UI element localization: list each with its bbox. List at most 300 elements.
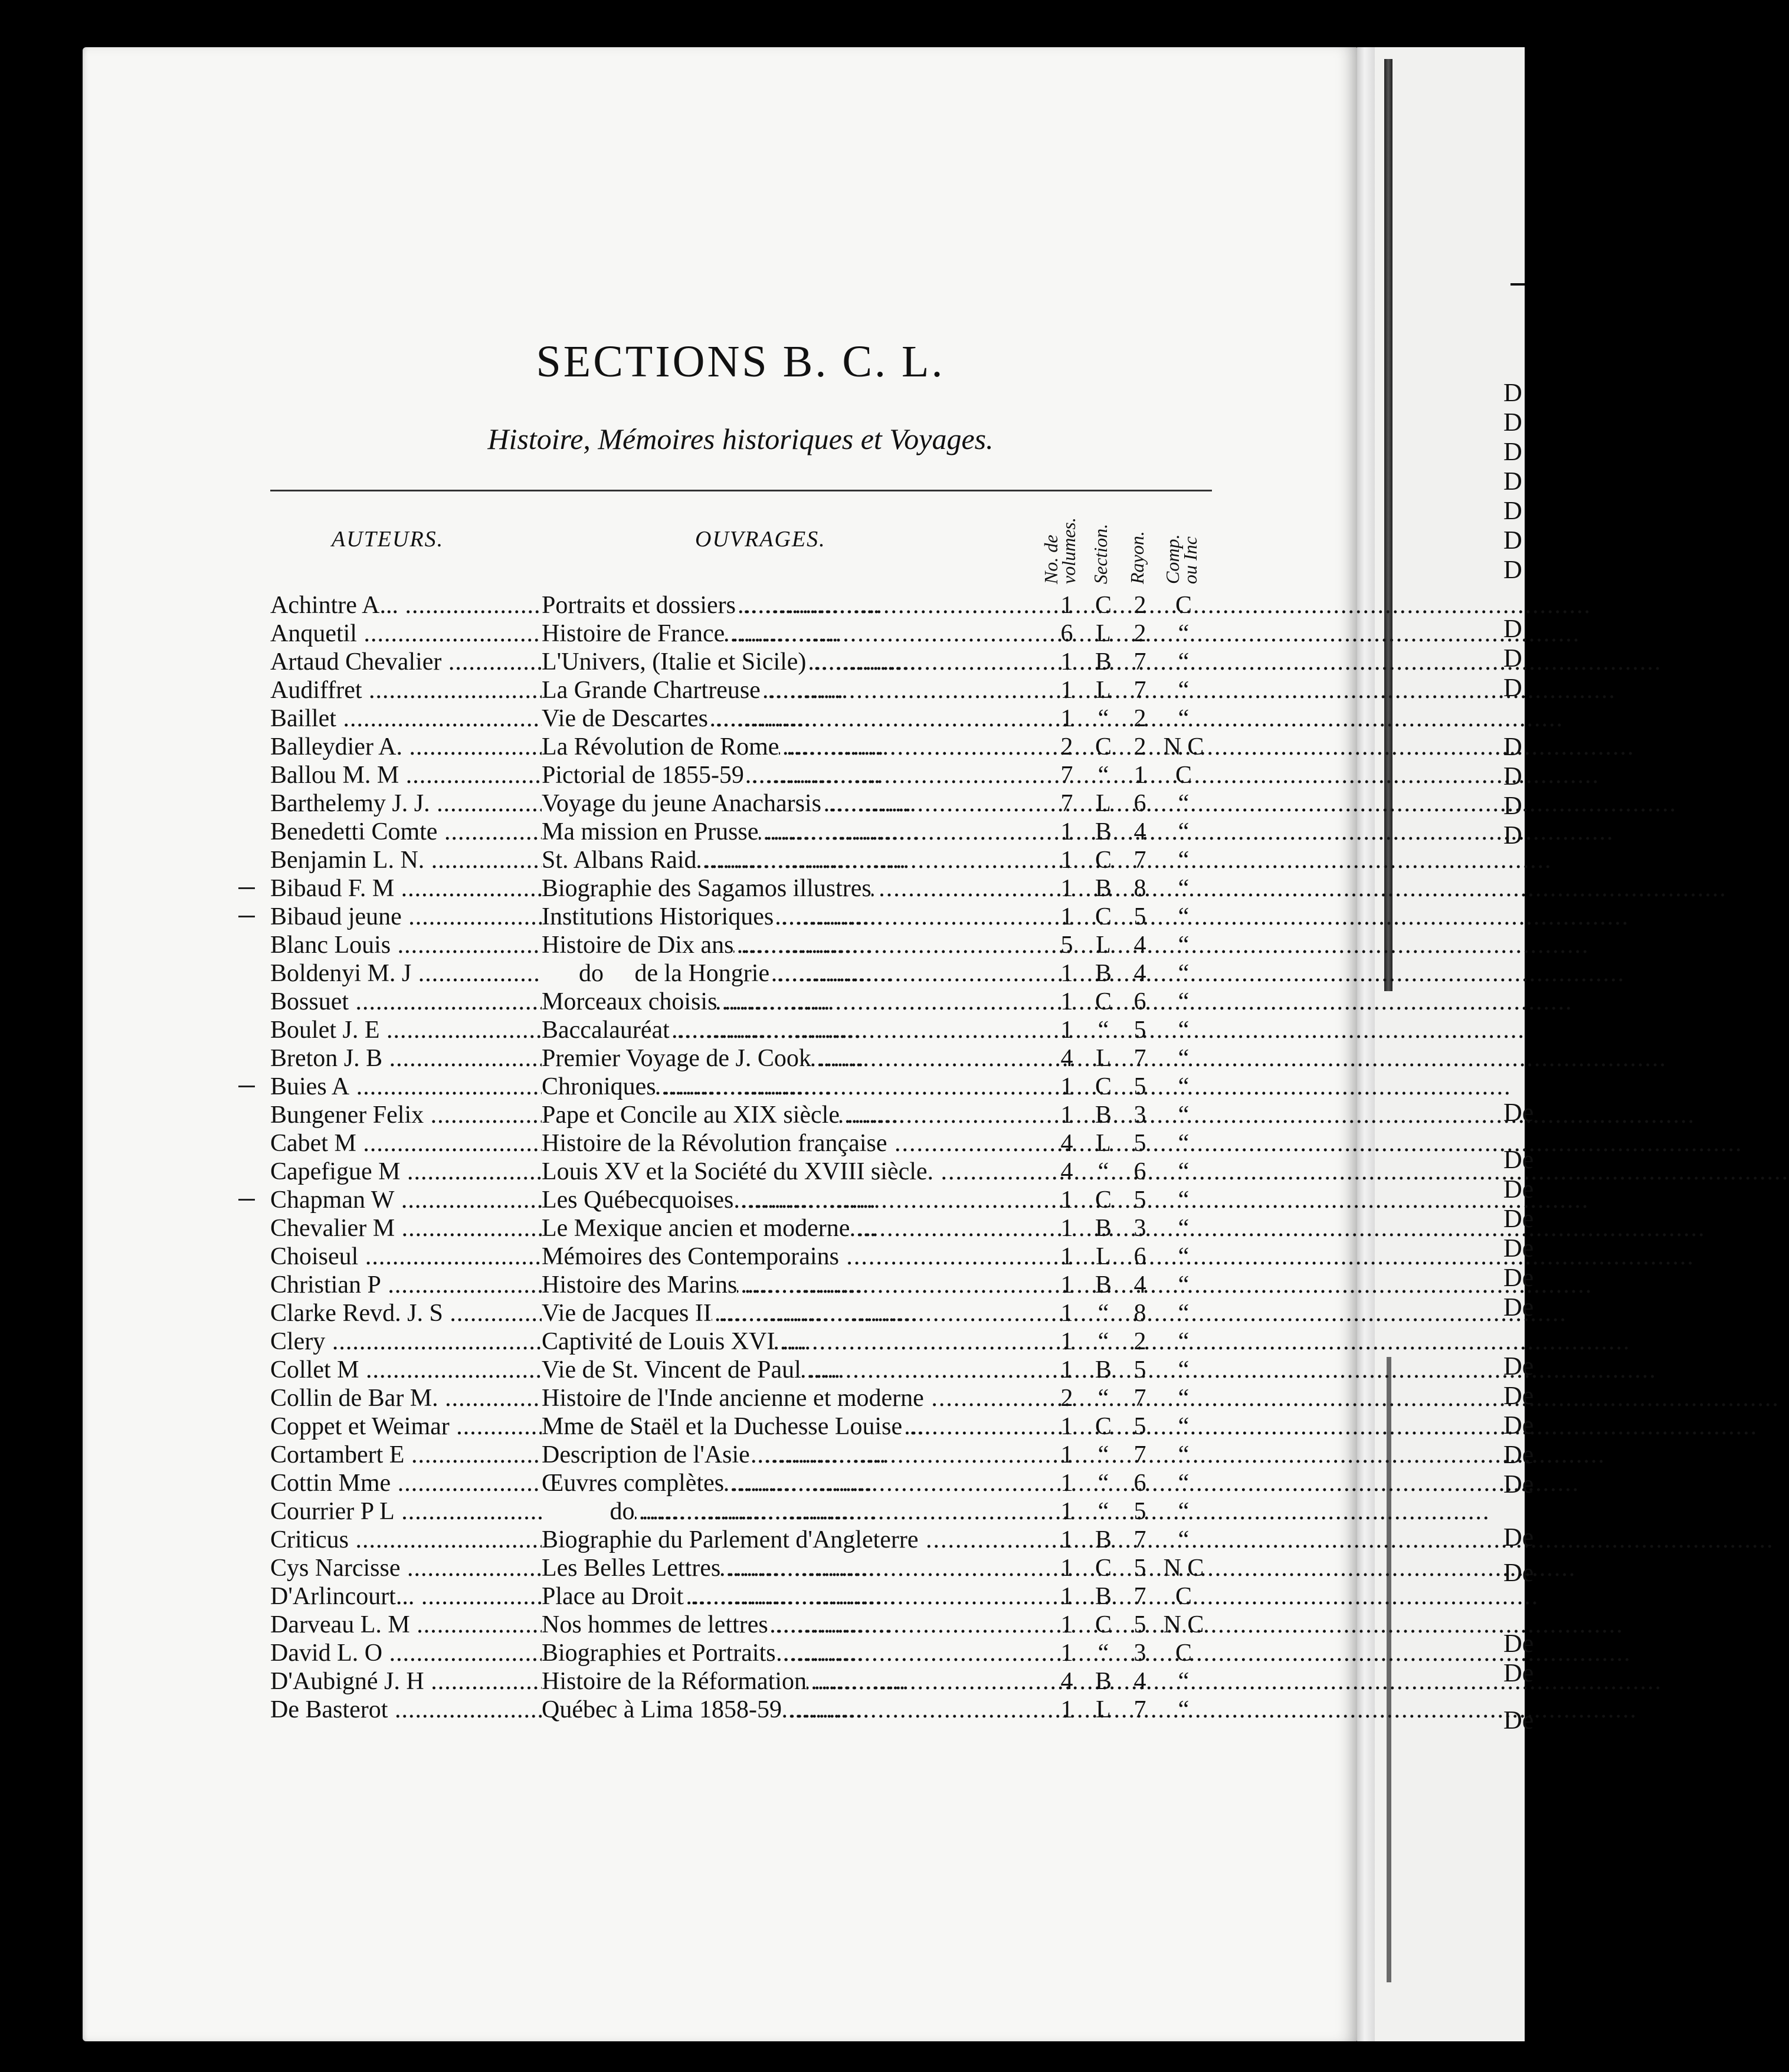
row-comp: “ — [1178, 1017, 1190, 1044]
row-rayon: 5 — [1133, 903, 1146, 930]
row-work — [542, 1441, 1044, 1469]
row-rayon: 7 — [1133, 1045, 1146, 1072]
row-work-text: Description de l'Asie — [542, 1441, 750, 1468]
row-section: B — [1095, 1583, 1112, 1610]
row-comp: “ — [1178, 818, 1190, 845]
facing-page-letter: D — [1503, 614, 1522, 643]
facing-page-letter: De — [1503, 1263, 1534, 1292]
row-author: Boldenyi M. J ..... — [270, 959, 542, 988]
catalogue-row — [0, 931, 1357, 959]
facing-page-letter: D — [1503, 408, 1522, 437]
row-volumes: 1 — [1060, 1696, 1073, 1723]
catalogue-row — [0, 1073, 1357, 1101]
row-volumes: 1 — [1060, 818, 1073, 845]
row-rayon: 8 — [1133, 1300, 1146, 1327]
row-volumes: 1 — [1060, 1583, 1073, 1610]
row-section: “ — [1097, 1441, 1109, 1468]
row-section: B — [1095, 875, 1112, 902]
row-section: L — [1096, 1045, 1111, 1072]
row-rayon: 7 — [1133, 1385, 1146, 1412]
row-comp: C — [1175, 1640, 1192, 1667]
row-work-text: La Révolution de Rome — [542, 733, 779, 760]
row-work-text: Chroniques — [542, 1073, 656, 1100]
row-volumes: 1 — [1060, 988, 1073, 1015]
row-work-text: Le Mexique ancien et moderne — [542, 1215, 850, 1242]
row-author: Breton J. B ..... — [270, 1044, 542, 1073]
row-rayon: 7 — [1133, 1526, 1146, 1553]
row-comp: “ — [1178, 1328, 1190, 1355]
row-section: B — [1095, 1215, 1112, 1242]
row-comp: “ — [1178, 875, 1190, 902]
header-rule — [270, 490, 1212, 491]
facing-page-letter: De — [1503, 1706, 1534, 1735]
row-comp: “ — [1178, 648, 1190, 676]
row-rayon: 6 — [1133, 988, 1146, 1015]
row-work — [542, 1639, 1044, 1667]
row-author: Clarke Revd. J. S ..... — [270, 1299, 542, 1327]
row-work-text: Louis XV et la Société du XVIII siècle. — [542, 1158, 934, 1185]
row-author: Buies A ..... — [270, 1073, 542, 1101]
row-work — [542, 1186, 1044, 1214]
row-author: Bibaud F. M ..... — [270, 874, 542, 903]
facing-page-letter: De — [1503, 1629, 1534, 1658]
row-work-text: Les Québecquoises — [542, 1186, 734, 1214]
row-section: B — [1095, 1668, 1112, 1695]
row-comp: C — [1175, 1583, 1192, 1610]
margin-mark — [238, 1199, 255, 1201]
row-work — [542, 619, 1044, 648]
row-work-text: Pictorial de 1855-59 — [542, 762, 744, 789]
row-work — [542, 1497, 1044, 1526]
row-comp: “ — [1178, 1668, 1190, 1695]
row-author: Coppet et Weimar ..... — [270, 1412, 542, 1441]
row-volumes: 7 — [1060, 790, 1073, 817]
row-author: Ballou M. M ..... — [270, 761, 542, 789]
facing-page-letter: De — [1503, 1145, 1534, 1174]
row-volumes: 7 — [1060, 762, 1073, 789]
catalogue-row — [0, 1044, 1357, 1073]
row-comp: “ — [1178, 1158, 1190, 1185]
row-work — [542, 874, 1044, 903]
column-header-works: OUVRAGES. — [695, 527, 826, 552]
row-comp: “ — [1178, 1470, 1190, 1497]
row-section: “ — [1097, 1300, 1109, 1327]
row-work-text: Vie de St. Vincent de Paul — [542, 1356, 801, 1383]
row-comp: “ — [1178, 1498, 1190, 1525]
row-volumes: 1 — [1060, 1526, 1073, 1553]
row-work-text: Histoire de Dix ans — [542, 932, 734, 959]
row-section: C — [1095, 1413, 1112, 1440]
row-comp: “ — [1178, 1186, 1190, 1214]
row-volumes: 1 — [1060, 1441, 1073, 1468]
row-section: L — [1096, 677, 1111, 704]
row-author: David L. O ..... — [270, 1639, 542, 1667]
row-author: Capefigue M ..... — [270, 1158, 542, 1186]
row-work — [542, 1299, 1044, 1327]
row-author: Baillet ..... — [270, 704, 542, 733]
row-volumes: 1 — [1060, 1611, 1073, 1638]
row-work-text: Œuvres complètes — [542, 1470, 725, 1497]
row-author: Collin de Bar M. ..... — [270, 1384, 542, 1412]
row-section: L — [1096, 1130, 1111, 1157]
row-work-text: Pape et Concile au XIX siècle — [542, 1101, 840, 1129]
catalogue-row — [0, 903, 1357, 931]
row-work-text: Mémoires des Contemporains — [542, 1243, 839, 1270]
catalogue-row — [0, 789, 1357, 818]
row-rayon: 3 — [1133, 1640, 1146, 1667]
row-comp: “ — [1178, 847, 1190, 874]
row-volumes: 4 — [1060, 1045, 1073, 1072]
facing-page-letter: De — [1503, 1523, 1534, 1552]
row-section: B — [1095, 1526, 1112, 1553]
row-work — [542, 1611, 1044, 1639]
row-work — [542, 1242, 1044, 1271]
row-author: Courrier P L ..... — [270, 1497, 542, 1526]
row-rayon: 7 — [1133, 1696, 1146, 1723]
catalogue-row — [0, 1158, 1357, 1186]
row-section: B — [1095, 960, 1112, 987]
row-section: C — [1095, 592, 1112, 619]
row-rayon: 7 — [1133, 677, 1146, 704]
catalogue-row — [0, 1101, 1357, 1129]
row-rayon: 1 — [1133, 762, 1146, 789]
row-work-text: Voyage du jeune Anacharsis — [542, 790, 821, 817]
row-rayon: 5 — [1133, 1017, 1146, 1044]
facing-page-letter: D — [1503, 821, 1522, 850]
row-work — [542, 1469, 1044, 1497]
row-rayon: 5 — [1133, 1555, 1146, 1582]
row-comp: C — [1175, 592, 1192, 619]
facing-page-letter: D — [1503, 791, 1522, 820]
row-author: Cys Narcisse ..... — [270, 1554, 542, 1582]
row-author: De Basterot ..... — [270, 1696, 542, 1724]
row-work — [542, 1696, 1044, 1724]
row-work — [542, 789, 1044, 818]
catalogue-row — [0, 1384, 1357, 1412]
facing-page-letter: De — [1503, 1175, 1534, 1204]
row-work-text: L'Univers, (Italie et Sicile) — [542, 648, 807, 676]
row-volumes: 1 — [1060, 1640, 1073, 1667]
row-rayon: 5 — [1133, 1073, 1146, 1100]
row-work-text: Portraits et dossiers — [542, 592, 736, 619]
row-rayon: 6 — [1133, 1158, 1146, 1185]
catalogue-row — [0, 1327, 1357, 1356]
row-work — [542, 931, 1044, 959]
row-work-text: Ma mission en Prusse — [542, 818, 759, 845]
row-author: Anquetil ..... — [270, 619, 542, 648]
row-rayon: 7 — [1133, 1583, 1146, 1610]
row-section: “ — [1097, 1640, 1109, 1667]
facing-page-letter: De — [1503, 1558, 1534, 1587]
row-volumes: 4 — [1060, 1158, 1073, 1185]
facing-page-letter: D — [1503, 467, 1522, 496]
row-author: Clery ..... — [270, 1327, 542, 1356]
row-rayon: 6 — [1133, 1470, 1146, 1497]
row-author: Chevalier M ..... — [270, 1214, 542, 1242]
row-comp: “ — [1178, 1385, 1190, 1412]
row-comp: N C — [1163, 733, 1204, 760]
row-comp: “ — [1178, 932, 1190, 959]
row-volumes: 6 — [1060, 620, 1073, 647]
row-work — [542, 1526, 1044, 1554]
catalogue-row — [0, 1696, 1357, 1724]
row-rayon: 2 — [1133, 733, 1146, 760]
row-comp: “ — [1178, 620, 1190, 647]
row-volumes: 1 — [1060, 705, 1073, 732]
row-author: Benjamin L. N. ..... — [270, 846, 542, 874]
row-section: “ — [1097, 1470, 1109, 1497]
row-volumes: 1 — [1060, 1328, 1073, 1355]
row-author: Bungener Felix ..... — [270, 1101, 542, 1129]
row-comp: “ — [1178, 903, 1190, 930]
row-section: “ — [1097, 1328, 1109, 1355]
row-volumes: 1 — [1060, 1215, 1073, 1242]
row-comp: “ — [1178, 1526, 1190, 1553]
catalogue-row — [0, 988, 1357, 1016]
facing-page-letter: D — [1503, 496, 1522, 525]
row-author: Boulet J. E ..... — [270, 1016, 542, 1044]
row-work-text: St. Albans Raid — [542, 847, 697, 874]
facing-page-dash — [1511, 283, 1525, 286]
row-work — [542, 1582, 1044, 1611]
facing-page-letter: D — [1503, 644, 1522, 673]
facing-page-letter: D — [1503, 526, 1522, 555]
catalogue-row — [0, 818, 1357, 846]
row-work-text: Captivité de Louis XVI — [542, 1328, 775, 1355]
row-volumes: 2 — [1060, 1385, 1073, 1412]
row-rayon: 5 — [1133, 1413, 1146, 1440]
page-subtitle: Histoire, Mémoires historiques et Voyages. — [487, 422, 994, 455]
row-rayon: 3 — [1133, 1215, 1146, 1242]
catalogue-row — [0, 733, 1357, 761]
catalogue-row — [0, 846, 1357, 874]
row-rayon: 2 — [1133, 705, 1146, 732]
row-section: L — [1096, 1696, 1111, 1723]
catalogue-row — [0, 1356, 1357, 1384]
row-section: C — [1095, 847, 1112, 874]
catalogue-row — [0, 1639, 1357, 1667]
row-work-text: Histoire de la Révolution française — [542, 1130, 887, 1157]
row-work — [542, 988, 1044, 1016]
catalogue-list — [0, 591, 1357, 1724]
facing-page-letter: De — [1503, 1293, 1534, 1322]
row-work-text: Histoire de la Réformation — [542, 1668, 807, 1695]
row-work-text: Histoire de France — [542, 620, 725, 647]
row-comp: “ — [1178, 960, 1190, 987]
row-rayon: 4 — [1133, 1668, 1146, 1695]
facing-page-letter: De — [1503, 1204, 1534, 1233]
row-work — [542, 1016, 1044, 1044]
row-work — [542, 761, 1044, 789]
row-work-text: do — [542, 1498, 635, 1525]
row-author: Balleydier A. ..... — [270, 733, 542, 761]
facing-page-letter: De — [1503, 1234, 1534, 1263]
row-section: B — [1095, 648, 1112, 676]
row-rayon: 4 — [1133, 818, 1146, 845]
row-comp: “ — [1178, 1696, 1190, 1723]
facing-page-letter: D — [1503, 732, 1522, 761]
row-comp: “ — [1178, 677, 1190, 704]
catalogue-row — [0, 761, 1357, 789]
catalogue-row — [0, 959, 1357, 988]
row-volumes: 4 — [1060, 1130, 1073, 1157]
row-volumes: 1 — [1060, 1101, 1073, 1129]
row-comp: “ — [1178, 1215, 1190, 1242]
row-author: Darveau L. M ..... — [270, 1611, 542, 1639]
row-author: Barthelemy J. J. ..... — [270, 789, 542, 818]
row-work-text: Biographies et Portraits — [542, 1640, 776, 1667]
facing-page-letter: De — [1503, 1352, 1534, 1381]
row-work — [542, 1214, 1044, 1242]
row-section: “ — [1097, 1158, 1109, 1185]
row-section: “ — [1097, 762, 1109, 789]
row-rayon: 7 — [1133, 847, 1146, 874]
column-header-authors: AUTEURS. — [332, 527, 444, 552]
row-rayon: 5 — [1133, 1130, 1146, 1157]
row-work-text: Baccalauréat — [542, 1017, 670, 1044]
margin-mark — [238, 916, 255, 917]
row-author: Cortambert E ..... — [270, 1441, 542, 1469]
row-work — [542, 1356, 1044, 1384]
row-author: Bibaud jeune ..... — [270, 903, 542, 931]
row-work — [542, 1384, 1044, 1412]
row-comp: “ — [1178, 790, 1190, 817]
row-work-text: Les Belles Lettres — [542, 1555, 721, 1582]
row-section: C — [1095, 733, 1112, 760]
row-rayon: 2 — [1133, 620, 1146, 647]
catalogue-row — [0, 1016, 1357, 1044]
row-work — [542, 648, 1044, 676]
row-work-text: Biographie des Sagamos illustres — [542, 875, 871, 902]
row-author: D'Aubigné J. H ..... — [270, 1667, 542, 1696]
catalogue-row — [0, 1412, 1357, 1441]
facing-page-letter: De — [1503, 1411, 1534, 1440]
row-volumes: 2 — [1060, 733, 1073, 760]
catalogue-row — [0, 874, 1357, 903]
catalogue-row — [0, 1554, 1357, 1582]
margin-mark — [238, 1086, 255, 1087]
row-comp: “ — [1178, 1073, 1190, 1100]
row-volumes: 1 — [1060, 1470, 1073, 1497]
row-volumes: 1 — [1060, 648, 1073, 676]
row-volumes: 1 — [1060, 1356, 1073, 1383]
row-comp: C — [1175, 762, 1192, 789]
row-work-text: Premier Voyage de J. Cook — [542, 1045, 811, 1072]
catalogue-row — [0, 591, 1357, 619]
row-work-text: Biographie du Parlement d'Angleterre — [542, 1526, 919, 1553]
row-section: C — [1095, 1555, 1112, 1582]
row-comp: “ — [1178, 1243, 1190, 1270]
column-header-volumes: No. de volumes. — [1040, 517, 1079, 584]
row-volumes: 1 — [1060, 875, 1073, 902]
row-section: “ — [1097, 1017, 1109, 1044]
row-rayon: 2 — [1133, 1328, 1146, 1355]
catalogue-row — [0, 619, 1357, 648]
catalogue-row — [0, 1214, 1357, 1242]
row-work-text: Place au Droit — [542, 1583, 684, 1610]
row-volumes: 1 — [1060, 847, 1073, 874]
row-volumes: 1 — [1060, 960, 1073, 987]
catalogue-row — [0, 1242, 1357, 1271]
row-work — [542, 1554, 1044, 1582]
facing-page-letter: De — [1503, 1658, 1534, 1687]
row-volumes: 1 — [1060, 592, 1073, 619]
row-work-text: Histoire des Marins — [542, 1271, 738, 1299]
facing-page-letter: D — [1503, 555, 1522, 584]
row-author: Artaud Chevalier ..... — [270, 648, 542, 676]
row-work — [542, 1667, 1044, 1696]
row-section: C — [1095, 1611, 1112, 1638]
row-section: L — [1096, 620, 1111, 647]
row-rayon: 5 — [1133, 1498, 1146, 1525]
row-work — [542, 1044, 1044, 1073]
row-author: Bossuet ..... — [270, 988, 542, 1016]
row-author: Christian P ..... — [270, 1271, 542, 1299]
row-section: “ — [1097, 705, 1109, 732]
row-section: C — [1095, 988, 1112, 1015]
row-volumes: 1 — [1060, 677, 1073, 704]
row-comp: “ — [1178, 1413, 1190, 1440]
catalogue-row — [0, 1582, 1357, 1611]
row-work-text: Vie de Jacques II — [542, 1300, 712, 1327]
catalogue-row — [0, 704, 1357, 733]
row-volumes: 1 — [1060, 1498, 1073, 1525]
row-work-text: Vie de Descartes — [542, 705, 709, 732]
row-rayon: 6 — [1133, 1243, 1146, 1270]
row-author: Chapman W ..... — [270, 1186, 542, 1214]
catalogue-row — [0, 1611, 1357, 1639]
catalogue-row — [0, 1441, 1357, 1469]
facing-page-letter: De — [1503, 1098, 1534, 1127]
row-volumes: 4 — [1060, 1668, 1073, 1695]
catalogue-row — [0, 1186, 1357, 1214]
row-author: Cabet M ..... — [270, 1129, 542, 1158]
row-work — [542, 591, 1044, 619]
row-section: B — [1095, 1271, 1112, 1299]
catalogue-row — [0, 648, 1357, 676]
facing-page-letter: D — [1503, 762, 1522, 791]
row-work — [542, 1129, 1044, 1158]
row-work — [542, 733, 1044, 761]
row-work-text: Nos hommes de lettres — [542, 1611, 768, 1638]
row-work — [542, 959, 1044, 988]
row-section: “ — [1097, 1385, 1109, 1412]
column-header-section: Section. — [1090, 523, 1111, 584]
row-volumes: 1 — [1060, 1186, 1073, 1214]
row-rayon: 4 — [1133, 932, 1146, 959]
row-rayon: 4 — [1133, 960, 1146, 987]
row-author: Cottin Mme ..... — [270, 1469, 542, 1497]
margin-mark — [238, 887, 255, 889]
row-rayon: 7 — [1133, 648, 1146, 676]
row-volumes: 1 — [1060, 1555, 1073, 1582]
row-rayon: 6 — [1133, 790, 1146, 817]
row-author: Benedetti Comte ..... — [270, 818, 542, 846]
row-section: “ — [1097, 1498, 1109, 1525]
row-author: Choiseul ..... — [270, 1242, 542, 1271]
catalogue-row — [0, 1469, 1357, 1497]
row-volumes: 1 — [1060, 1271, 1073, 1299]
row-rayon: 5 — [1133, 1356, 1146, 1383]
facing-page-letter: D — [1503, 437, 1522, 466]
row-comp: “ — [1178, 1045, 1190, 1072]
page-title: SECTIONS B. C. L. — [536, 337, 945, 386]
column-header-comp: Comp. ou Inc — [1162, 534, 1201, 584]
row-author: Achintre A... ..... — [270, 591, 542, 619]
row-work-text: Histoire de l'Inde ancienne et moderne — [542, 1385, 924, 1412]
row-work — [542, 1271, 1044, 1299]
catalogue-row — [0, 1526, 1357, 1554]
